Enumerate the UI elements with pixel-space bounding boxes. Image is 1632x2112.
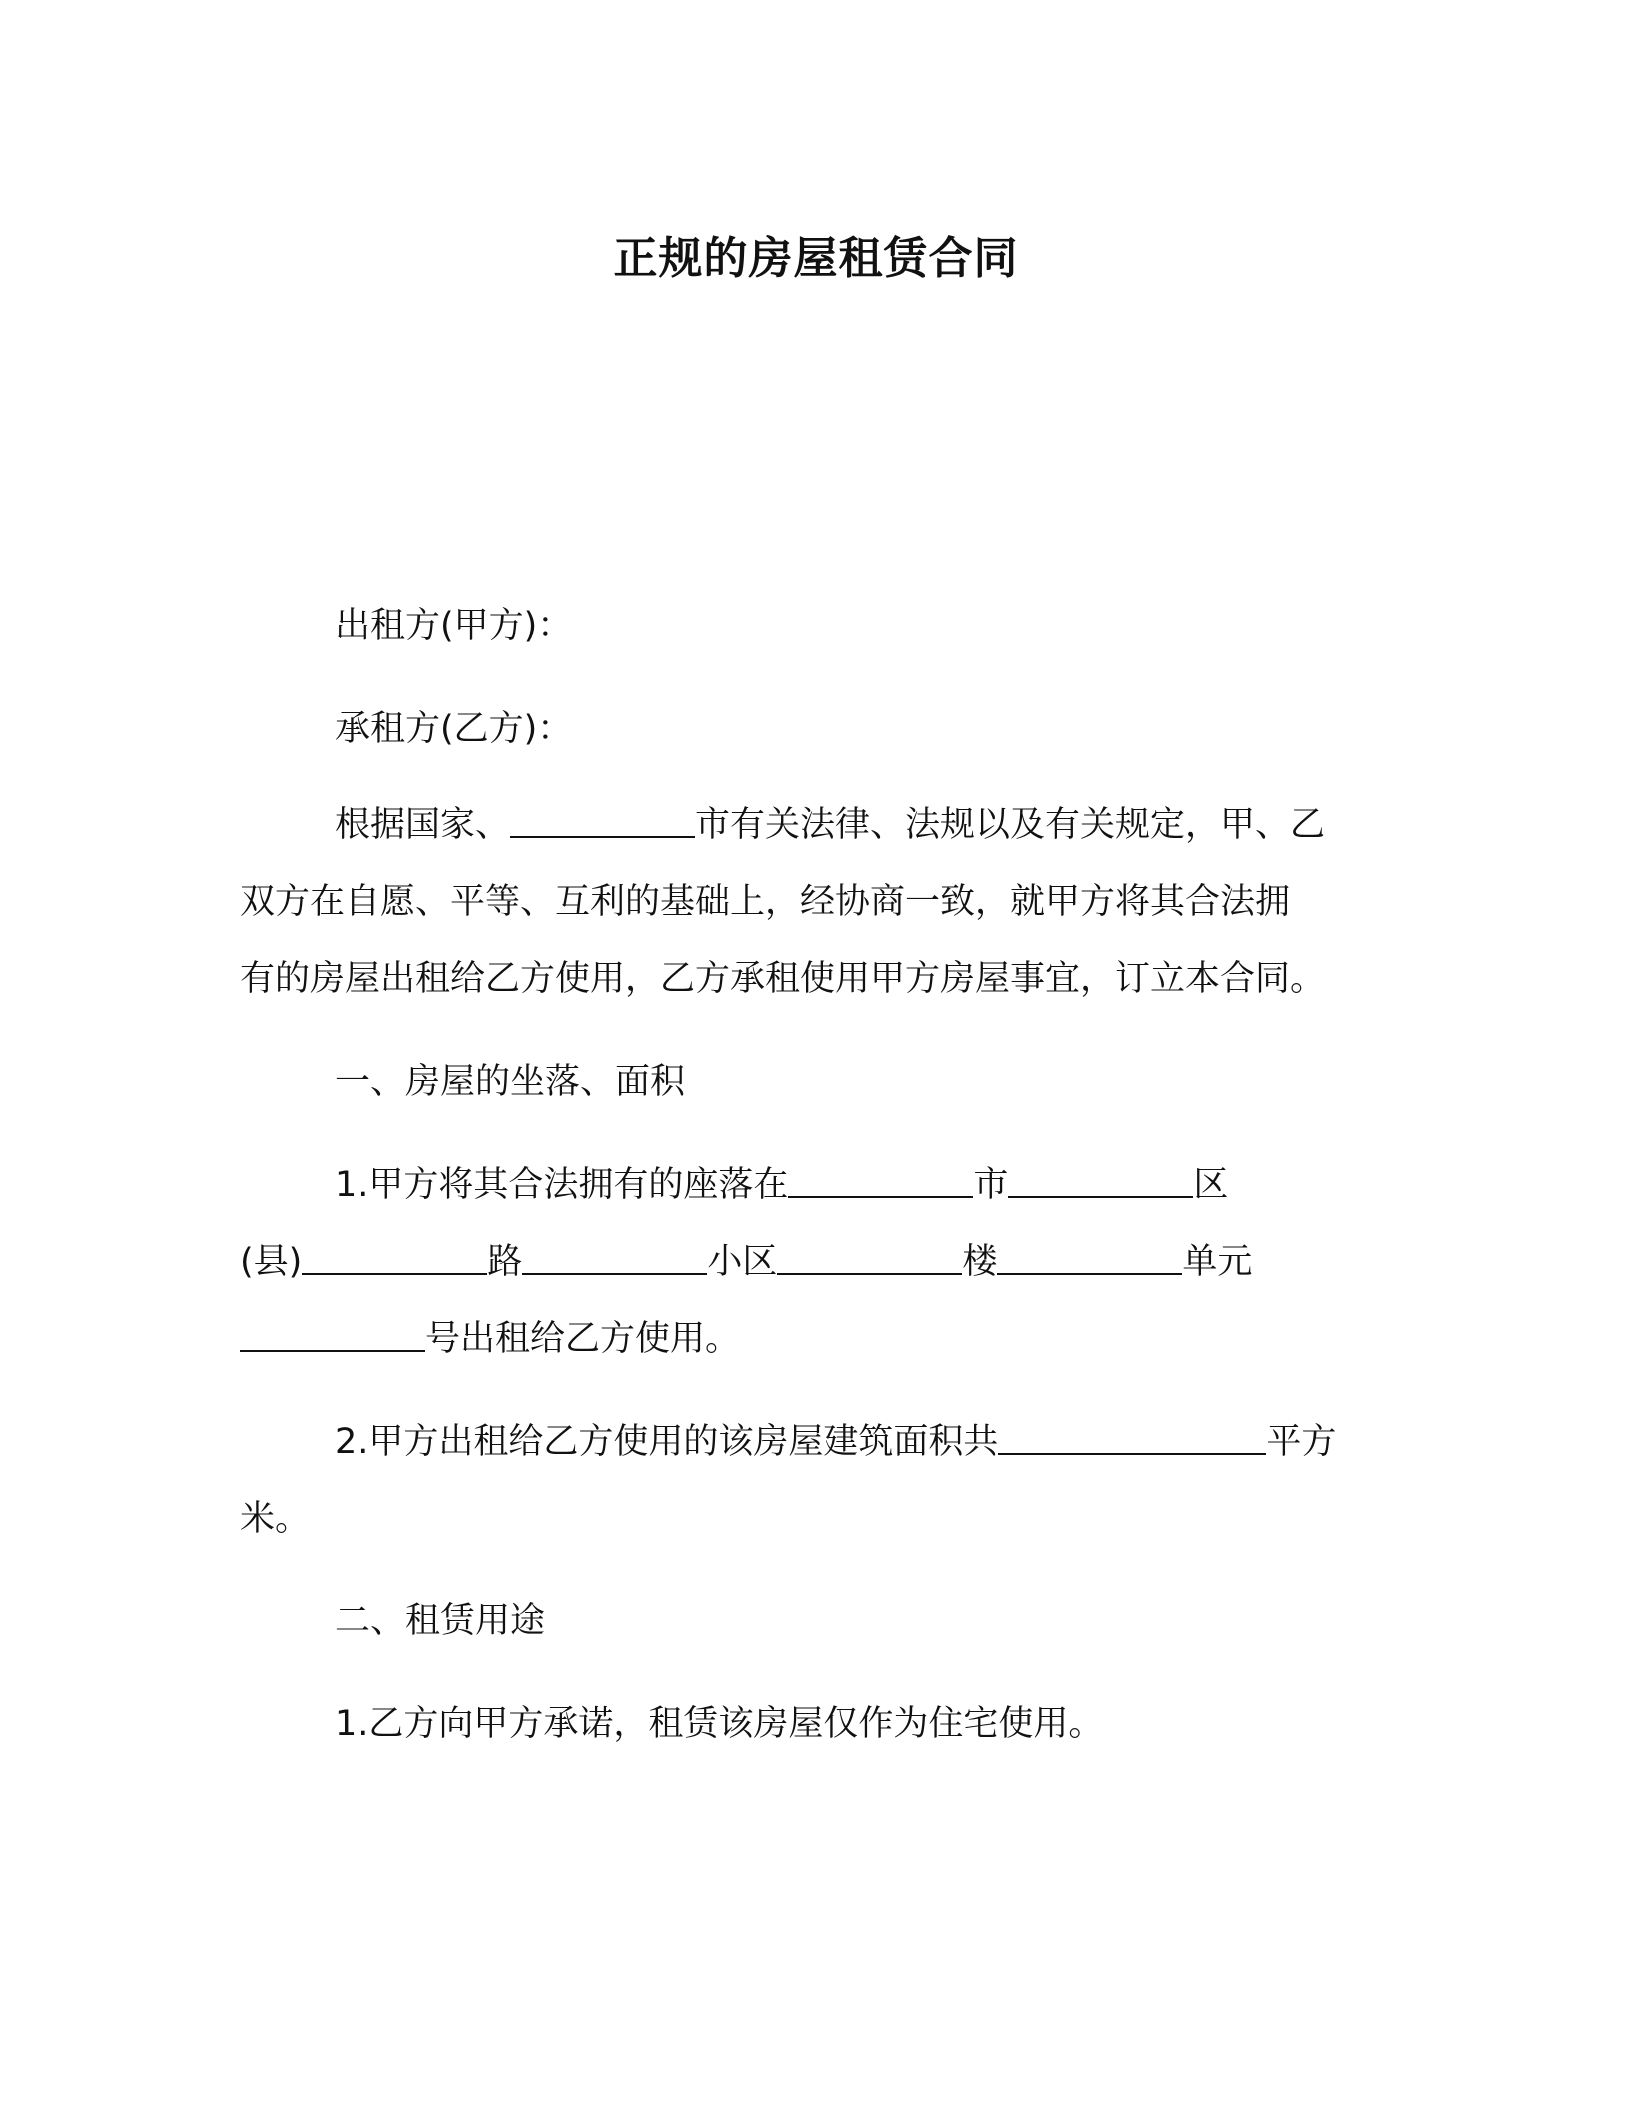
- section-2-item-1: 1.乙方向甲方承诺，租赁该房屋仅作为住宅使用。: [335, 1704, 1104, 1744]
- preamble-line-2: 双方在自愿、平等、互利的基础上，经协商一致，就甲方将其合法拥: [240, 882, 1291, 922]
- section-1-item-1: [240, 1147, 1390, 1378]
- lessor-label: [240, 588, 1485, 665]
- lessee-label: [240, 691, 1485, 768]
- lessor-label-text: 出租方(甲方)：: [335, 606, 573, 646]
- location-county-blank: [302, 1235, 487, 1275]
- location-city-blank: [788, 1158, 973, 1198]
- location-building-blank: [997, 1235, 1182, 1275]
- city-blank: [510, 798, 695, 838]
- location-community-blank: [777, 1235, 962, 1275]
- item-1-line-1: 1.甲方将其合法拥有的座落在 市 区: [240, 1147, 1390, 1224]
- preamble-line-1: 根据国家、 市有关法律、法规以及有关规定，甲、乙: [240, 787, 1390, 864]
- item-1-line-3: 号出租给乙方使用。: [240, 1301, 1390, 1378]
- section-1-item-2: [240, 1404, 1390, 1558]
- location-unit-blank: [240, 1312, 425, 1352]
- item-1-line-2: (县) 路 小区 楼 单元: [240, 1224, 1390, 1301]
- item-2-line-2: 米。: [240, 1499, 311, 1539]
- preamble-paragraph: [240, 787, 1390, 1018]
- section-1-heading: 一、房屋的坐落、面积: [335, 1062, 686, 1102]
- area-blank: [998, 1415, 1266, 1455]
- location-road-blank: [522, 1235, 707, 1275]
- lessee-label-text: 承租方(乙方)：: [335, 709, 573, 749]
- item-2-line-1: 2.甲方出租给乙方使用的该房屋建筑面积共 平方: [240, 1404, 1390, 1481]
- document-title: 正规的房屋租赁合同: [613, 233, 1019, 284]
- section-2-heading: 二、租赁用途: [335, 1601, 546, 1641]
- preamble-line-3: 有的房屋出租给乙方使用，乙方承租使用甲方房屋事宜，订立本合同。: [240, 959, 1326, 999]
- location-district-blank: [1008, 1158, 1193, 1198]
